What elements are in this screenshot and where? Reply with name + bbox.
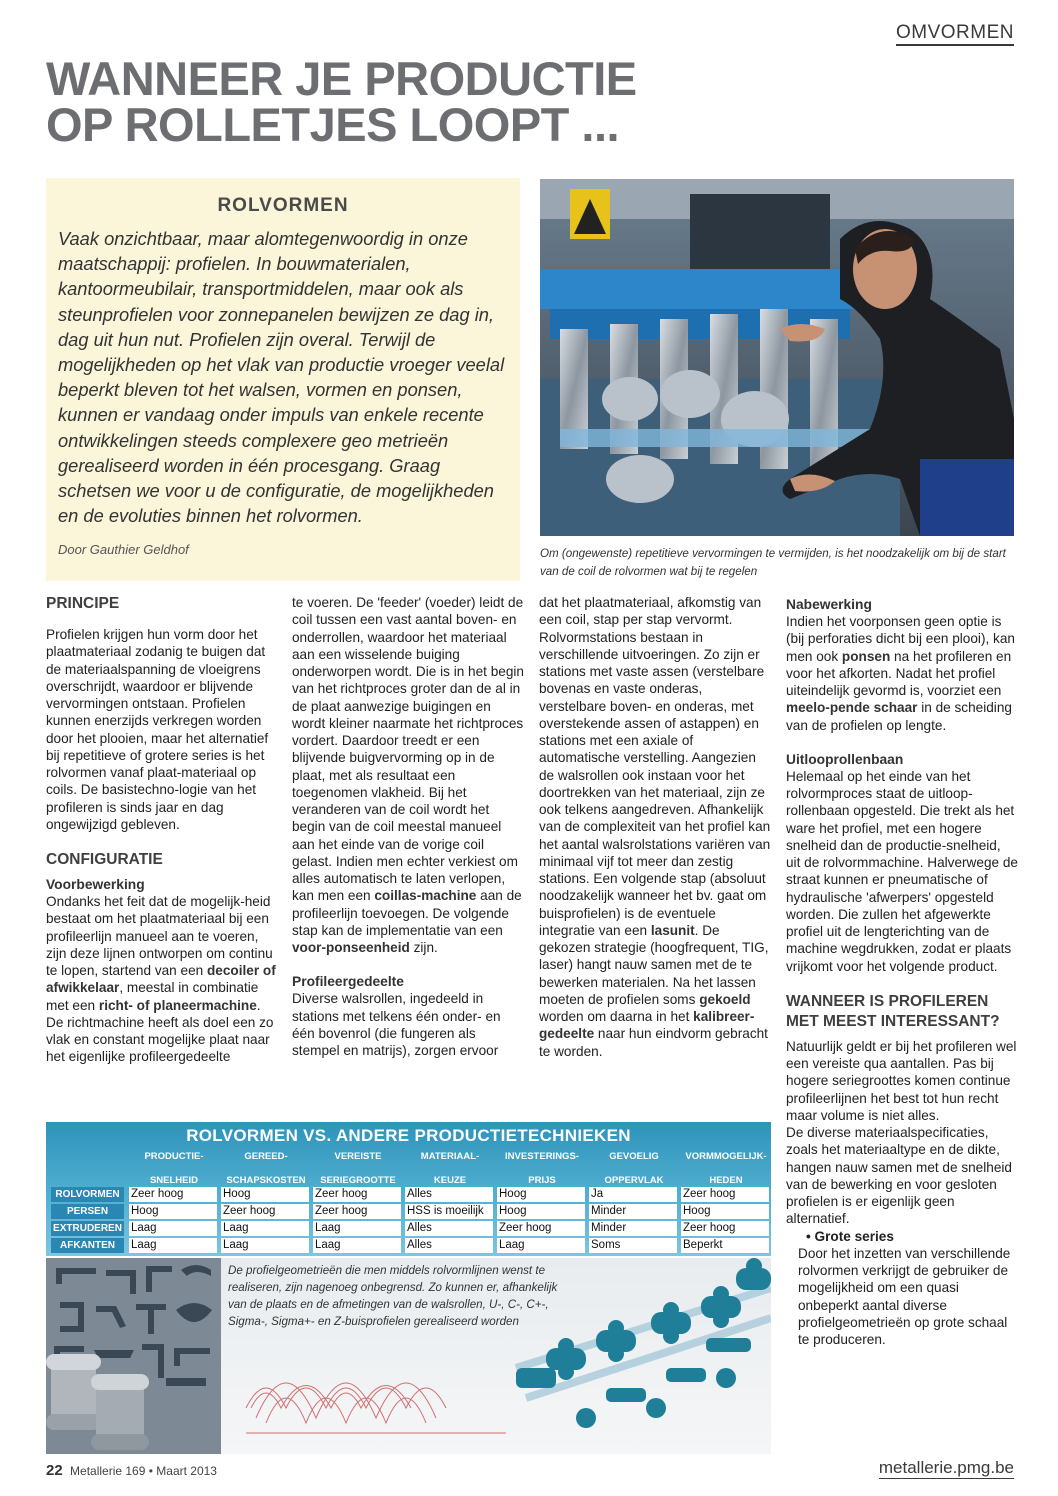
paragraph-uitlooprollenbaan: Helemaal op het einde van het rolvormproces staat de uitloop-rollenbaan opgesteld. Die trekt als het ware het profiel, met een hogere snelheid dan de productie-snelheid, uit de rolvormmachine. Halverwege de straat kunnen er pneumatische of hydraulische 'afwerpers' opgesteld worden. Die zullen het afgewerkte profiel uit de lengterichting van de machine wegdrukken, zodat er plaats vrijkomt voor het volgende product.: [786, 768, 1018, 974]
table-row: [51, 1220, 766, 1237]
table-cell: Laag: [313, 1238, 401, 1253]
table-cell: Hoog: [497, 1187, 585, 1202]
article-headline: [46, 52, 806, 151]
table-row-label: AFKANTEN: [51, 1238, 124, 1253]
intro-kicker: ROLVORMEN: [217, 195, 349, 216]
paragraph-principe: Profielen krijgen hun vorm door het plaatmateriaal zodanig te buigen dat de materiaalspanning de vloeigrens overschrijdt, waardoor er blijvende vervormingen ontstaan. Profielen kunnen enerzijds verkregen worden door het plooien, maar het alternatief bij repetitieve of grotere series is het rolvormen vanaf plaat-materiaal op coils. De basistechno-logie van het profileren is sinds jaar en dag ongewijzigd gebleven.: [46, 627, 269, 832]
column-4: [786, 596, 1018, 1348]
table-column-header: [405, 1150, 495, 1188]
paragraph-profileergedeelte: Diverse walsrollen, ingedeeld in stations met telkens één onder- en één bovenrol (die fungeren als stempel en matrijs), zorgen ervoor: [292, 991, 501, 1058]
photo-caption: Om (ongewenste) repetitieve vervormingen te vermijden, is het noodzakelijk om bij de start van de coil de rolvormen wat bij te regelen: [540, 547, 1006, 578]
table-cell: Beperkt: [681, 1238, 769, 1253]
section-label: OMVORMEN: [896, 22, 1014, 46]
table-cell: HSS is moeilijk: [405, 1204, 493, 1219]
table-column-header: [681, 1150, 771, 1188]
subheading-nabewerking: Nabewerking: [786, 597, 872, 612]
table-cell: Laag: [221, 1221, 309, 1236]
headline-line-2: OP ROLLETJES LOOPT ...: [46, 98, 620, 151]
table-cell: Zeer hoog: [681, 1187, 769, 1202]
table-row: [51, 1186, 766, 1203]
table-header-line: MATERIAAL-: [420, 1151, 480, 1162]
subheading-voorbewerking: Voorbewerking: [46, 877, 145, 892]
table-header-line: SCHAPSKOSTEN: [226, 1175, 306, 1186]
table-cell: Laag: [313, 1221, 401, 1236]
table-header-line: KEUZE: [433, 1175, 467, 1186]
table-row: [51, 1237, 766, 1254]
bullet-grote-series: • Grote series: [806, 1228, 894, 1244]
heading-principe: PRINCIPE: [46, 595, 120, 612]
column-1: [46, 594, 278, 1066]
table-header-line: HEDEN: [709, 1175, 743, 1186]
paragraph-voorbewerking: Ondanks het feit dat de mogelijk-heid bestaat om het plaatmateriaal bij een profileerlijn manueel aan te voeren, zijn deze lijnen ontworpen om continu te lopen, startend van een decoiler of afwikkelaar, meestal in combinatie met een richt- of planeermachine. De richtmachine heeft als doel een zo vlak en constant mogelijke plaat naar het eigenlijke profileergedeelte: [46, 894, 276, 1065]
table-cell: Alles: [405, 1238, 493, 1253]
footer-left: [46, 1462, 217, 1479]
table-cell: Ja: [589, 1187, 677, 1202]
table-header-line: SNELHEID: [149, 1175, 199, 1186]
table-cell: Zeer hoog: [681, 1221, 769, 1236]
headline-line-1: WANNEER JE PRODUCTIE: [46, 52, 637, 105]
table-header-line: PRODUCTIE-: [144, 1151, 204, 1162]
table-row-label: EXTRUDEREN: [51, 1221, 124, 1236]
byline: Door Gauthier Geldhof: [58, 542, 189, 557]
table-header-line: VORMMOGELIJK-: [685, 1151, 767, 1162]
table-cell: Zeer hoog: [221, 1204, 309, 1219]
table-column-header: [497, 1150, 587, 1188]
table-cell: Soms: [589, 1238, 677, 1253]
intro-text: Vaak onzichtbaar, maar alomtegenwoordig in onze maatschappij: profielen. In bouwmaterialen, kantoormeubilair, transportmiddelen, maar ook als steunprofielen voor zonnepanelen bewijzen ze dag in, dag uit hun nut. Profielen zijn overal. Terwijl de mogelijkheden op het vlak van productie vroeger veelal beperkt bleven tot het walsen, vormen en ponsen, kunnen er vandaag onder impuls van enkele recente ontwikkelingen steeds complexere geo metrieën gerealiseerd worden in één procesgang. Graag schetsen we voor u de configuratie, de mogelijkheden en de evoluties binnen het rolvormen.: [58, 228, 505, 527]
paragraph-feeder: te voeren. De 'feeder' (voeder) leidt de coil tussen een vast aantal boven- en onderrollen, waardoor het materiaal aan een wisselende buiging onderworpen wordt. Die is in het begin van het richtproces groter dan de al in de plaat aanwezige buigingen en wordt kleiner naarmate het richtproces vordert. Daardoor treedt er een blijvende buigvervorming op in de plaat, met als resultaat een toegenomen vlakheid. Bij het veranderen van de coil wordt het begin van de coil meestal manueel aan het einde van de vorige coil gelast. Indien men echter verkiest om alles automatisch te laten verlopen, kan men een coillas-machine aan de profileerlijn toevoegen. De volgende stap kan de implementatie van een voor-ponseenheid zijn.: [292, 595, 524, 955]
table-cell: Hoog: [221, 1187, 309, 1202]
table-row-label: PERSEN: [51, 1204, 124, 1219]
heading-wanneer: WANNEER IS PROFILEREN MET MEEST INTERESSANT?: [786, 992, 1000, 1030]
table-cell: Zeer hoog: [129, 1187, 217, 1202]
table-cell: Zeer hoog: [497, 1221, 585, 1236]
table-title: ROLVORMEN VS. ANDERE PRODUCTIETECHNIEKEN: [186, 1126, 631, 1145]
column-2: [292, 594, 524, 1059]
issue-info: Metallerie 169 • Maart 2013: [70, 1464, 217, 1478]
intro-box: [46, 178, 520, 581]
subheading-profileergedeelte: Profileergedeelte: [292, 974, 404, 990]
table-header-line: SERIEGROOTTE: [320, 1175, 396, 1186]
table-cell: Hoog: [129, 1204, 217, 1219]
table-header-line: PRIJS: [528, 1175, 556, 1186]
paragraph-nabewerking: Indien het voorponsen geen optie is (bij perforaties dicht bij een plooi), kan men ook ponsen na het profileren en voor het afkorten. Nadat het profiel uiteindelijk gevormd is, voorziet een meelo-pende schaar in de scheiding van de profielen op lengte.: [786, 614, 1015, 733]
paragraph-rolvormstations: dat het plaatmateriaal, afkomstig van een coil, stap per stap vervormt. Rolvormstations bestaan in verschillende uitvoeringen. Zo zijn er stations met vaste assen (verstelbare bovenas en vaste onderas, verstelbare boven- en onderas, met overstekende assen of astappen) en stations met een axiale of automatische verstelling. Aangezien de walsrollen ook instaan voor het doortrekken van het materiaal, zijn ze ook telkens aangedreven. Afhankelijk van de complexiteit van het profiel kan het aantal walsrolstations variëren van minimaal vijf tot meer dan zestig stations. Een volgende stap (absoluut noodzakelijk wanneer het bv. gaat om buisprofielen) is de eventuele integratie van een lasunit. De gekozen strategie (hoogfrequent, TIG, laser) hangt nauw samen met de te bewerken materialen. Na het lassen moeten de profielen soms gekoeld worden om daarna in het kalibreer-gedeelte naar hun eindvorm gebracht te worden.: [539, 595, 771, 1059]
table-cell: Minder: [589, 1204, 677, 1219]
table-cell: Minder: [589, 1221, 677, 1236]
machine-photo-illustration: [540, 179, 1014, 536]
table-header-line: GEREED-: [244, 1151, 288, 1162]
paragraph-aantallen: Natuurlijk geldt er bij het profileren wel een vereiste qua aantallen. Pas bij hogere seriegroottes komen continue profileerlijnen het best tot hun recht maar volume is niet alles.: [786, 1038, 1017, 1123]
table-column-header: [589, 1150, 679, 1188]
table-column-header: [221, 1150, 311, 1188]
paragraph-grote-series: Door het inzetten van verschillende rolvormen verkrijgt de gebruiker de mogelijkheid om een quasi onbeperkt aantal diverse profielgeometrieën op grote schaal te produceren.: [798, 1245, 1011, 1347]
table-cell: Alles: [405, 1221, 493, 1236]
table-cell: Alles: [405, 1187, 493, 1202]
heading-configuratie: CONFIGURATIE: [46, 851, 163, 868]
paragraph-materiaal: De diverse materiaalspecificaties, zoals het materiaaltype en de dikte, hangen nauw samen met de snelheid van de bewerking en voor gesloten profielen is er eigenlijk geen alternatief.: [786, 1125, 1012, 1227]
table-cell: Laag: [129, 1238, 217, 1253]
table-column-header: [313, 1150, 403, 1188]
table-cell: Hoog: [497, 1204, 585, 1219]
figure-caption: De profielgeometrieën die men middels rolvormlijnen wenst te realiseren, zijn nagenoeg onbegrensd. Zo kunnen er, afhankelijk van de plaats en de afmetingen van de walsrollen, U-, C-, C+-, Sigma-, Sigma+- en Z-buisprofielen gerealiseerd worden: [228, 1264, 558, 1328]
table-cell: Zeer hoog: [313, 1187, 401, 1202]
table-cell: Laag: [221, 1238, 309, 1253]
subheading-uitlooprollenbaan: Uitlooprollenbaan: [786, 751, 904, 767]
comparison-table: [46, 1122, 771, 1256]
column-3: [539, 594, 771, 1060]
website-link[interactable]: metallerie.pmg.be: [878, 1458, 1014, 1477]
table-header-line: OPPERVLAK: [604, 1175, 664, 1186]
table-cell: Zeer hoog: [313, 1204, 401, 1219]
table-header-line: GEVOELIG: [609, 1151, 659, 1162]
table-column-header: [129, 1150, 219, 1188]
table-cell: Laag: [129, 1221, 217, 1236]
machine-photo: [540, 179, 1014, 536]
page-number: 22: [46, 1462, 63, 1479]
table-header-line: INVESTERINGS-: [505, 1151, 579, 1162]
table-cell: Laag: [497, 1238, 585, 1253]
table-cell: Hoog: [681, 1204, 769, 1219]
table-row: [51, 1203, 766, 1220]
table-row-label: ROLVORMEN: [51, 1187, 124, 1202]
table-header-line: VEREISTE: [334, 1151, 382, 1162]
